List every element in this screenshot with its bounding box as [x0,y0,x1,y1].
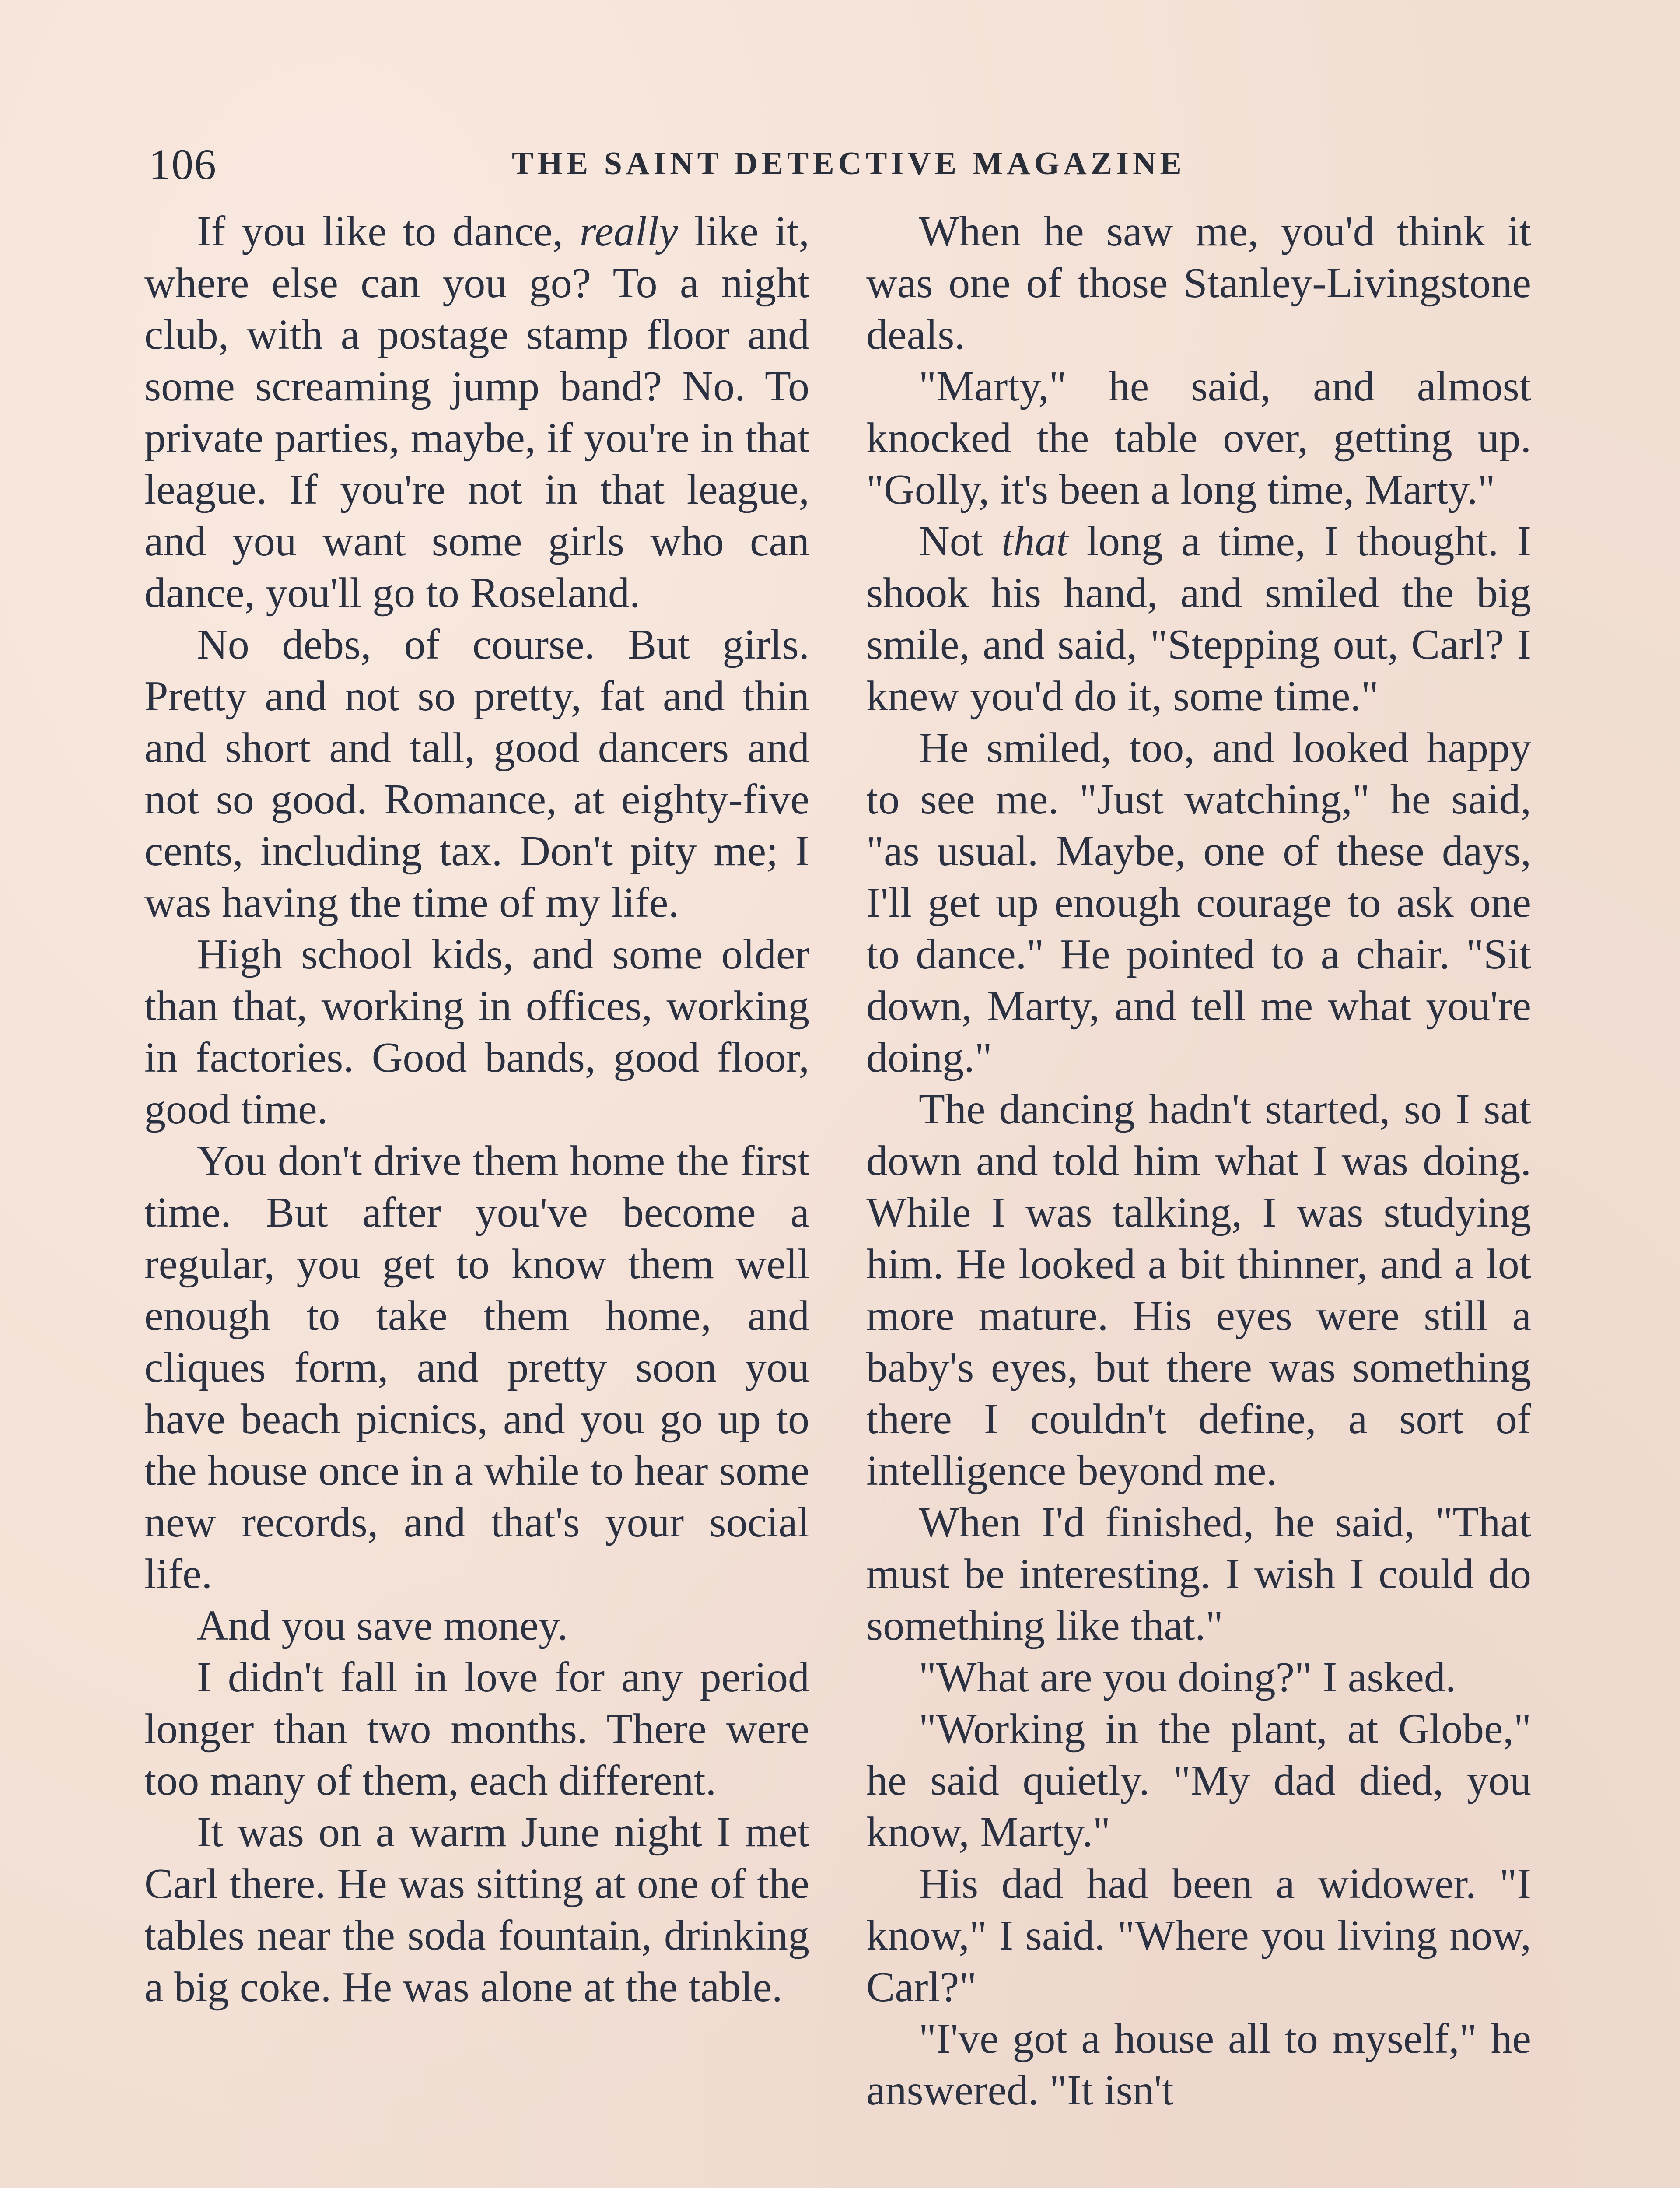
emphasized-text: really [579,208,678,255]
paragraph-text: "Working in the plant, at Globe," he said quietly. "My dad died, you know, Marty." [866,1705,1531,1856]
paragraph [144,1600,809,1652]
paragraph-text: And you save money. [197,1602,568,1649]
paragraph [866,206,1531,361]
paragraph-text: When I'd finished, he said, "That must be interesting. I wish I could do something like that." [866,1499,1531,1649]
paragraph [144,1135,809,1600]
paragraph-text: The dancing hadn't started, so I sat down and told him what I was doing. While I was talking, I was studying him. He looked a bit thinner, and a lot more mature. His eyes were still a baby's eyes, but there was something there I couldn't define, a sort of intelligence beyond me. [866,1086,1531,1494]
paragraph [866,1497,1531,1652]
page-number: 106 [149,140,217,189]
paragraph [144,619,809,929]
paragraph [144,1652,809,1806]
paragraph-text: No debs, of course. But girls. Pretty and not so pretty, fat and thin and short and tall, good dancers and not so good. Romance, at eighty-five cents, including tax. Don't pity me; I was having the time of my life. [144,621,809,926]
paragraph-text: If you like to dance, [197,208,580,255]
page-header [149,139,1540,192]
paragraph [144,206,809,619]
running-head: THE SAINT DETECTIVE MAGAZINE [512,146,1186,182]
paragraph-text: "Marty," he said, and almost knocked the table over, getting up. "Golly, it's been a long time, Marty." [866,363,1531,513]
paragraph [866,1083,1531,1497]
paragraph-text: "I've got a house all to myself," he answered. "It isn't [866,2015,1531,2114]
paragraph [866,1652,1531,1703]
paragraph-text: High school kids, and some older than that, working in offices, working in factories. Good bands, good floor, good time. [144,931,809,1133]
paragraph-text: You don't drive them home the first time. But after you've become a regular, you get to know them well enough to take them home, and cliques form, and pretty soon you have beach picnics, and you go up to the house once in a while to hear some new records, and that's your social life. [144,1137,809,1598]
paragraph [866,722,1531,1083]
text-column-left [144,206,809,2013]
paragraph-text: I didn't fall in love for any period longer than two months. There were too many of them, each different. [144,1654,809,1804]
paragraph [866,2013,1531,2116]
paragraph [144,929,809,1135]
paragraph-text: When he saw me, you'd think it was one of those Stanley-Livingstone deals. [866,208,1531,358]
paragraph [866,1703,1531,1858]
paragraph-text: long a time, I thought. I shook his hand, and smiled the big smile, and said, "Stepping out, Carl? I knew you'd do it, some time." [866,518,1532,720]
paragraph-text: "What are you doing?" I asked. [919,1654,1456,1701]
paragraph-text: His dad had been a widower. "I know," I said. "Where you living now, Carl?" [866,1860,1531,2011]
text-column-right [866,206,1531,2116]
paragraph-text: He smiled, too, and looked happy to see me. "Just watching," he said, "as usual. Maybe, one of these days, I'll get up enough courage to ask one to dance." He pointed to a chair. "Sit down, Marty, and tell me what you're doing." [866,724,1531,1081]
paragraph-text: It was on a warm June night I met Carl there. He was sitting at one of the tables near the soda fountain, drinking a big coke. He was alone at the table. [144,1809,809,2011]
emphasized-text: that [1001,518,1068,565]
paragraph [144,1806,809,2013]
paragraph [866,1858,1531,2013]
paragraph [866,361,1531,515]
paragraph-text: Not [919,518,1002,565]
paragraph-text: like it, where else can you go? To a night club, with a postage stamp floor and some screaming jump band? No. To private parties, maybe, if you're in that league. If you're not in that league, and you want some girls who can dance, you'll go to Roseland. [144,208,809,617]
paragraph [866,515,1531,722]
